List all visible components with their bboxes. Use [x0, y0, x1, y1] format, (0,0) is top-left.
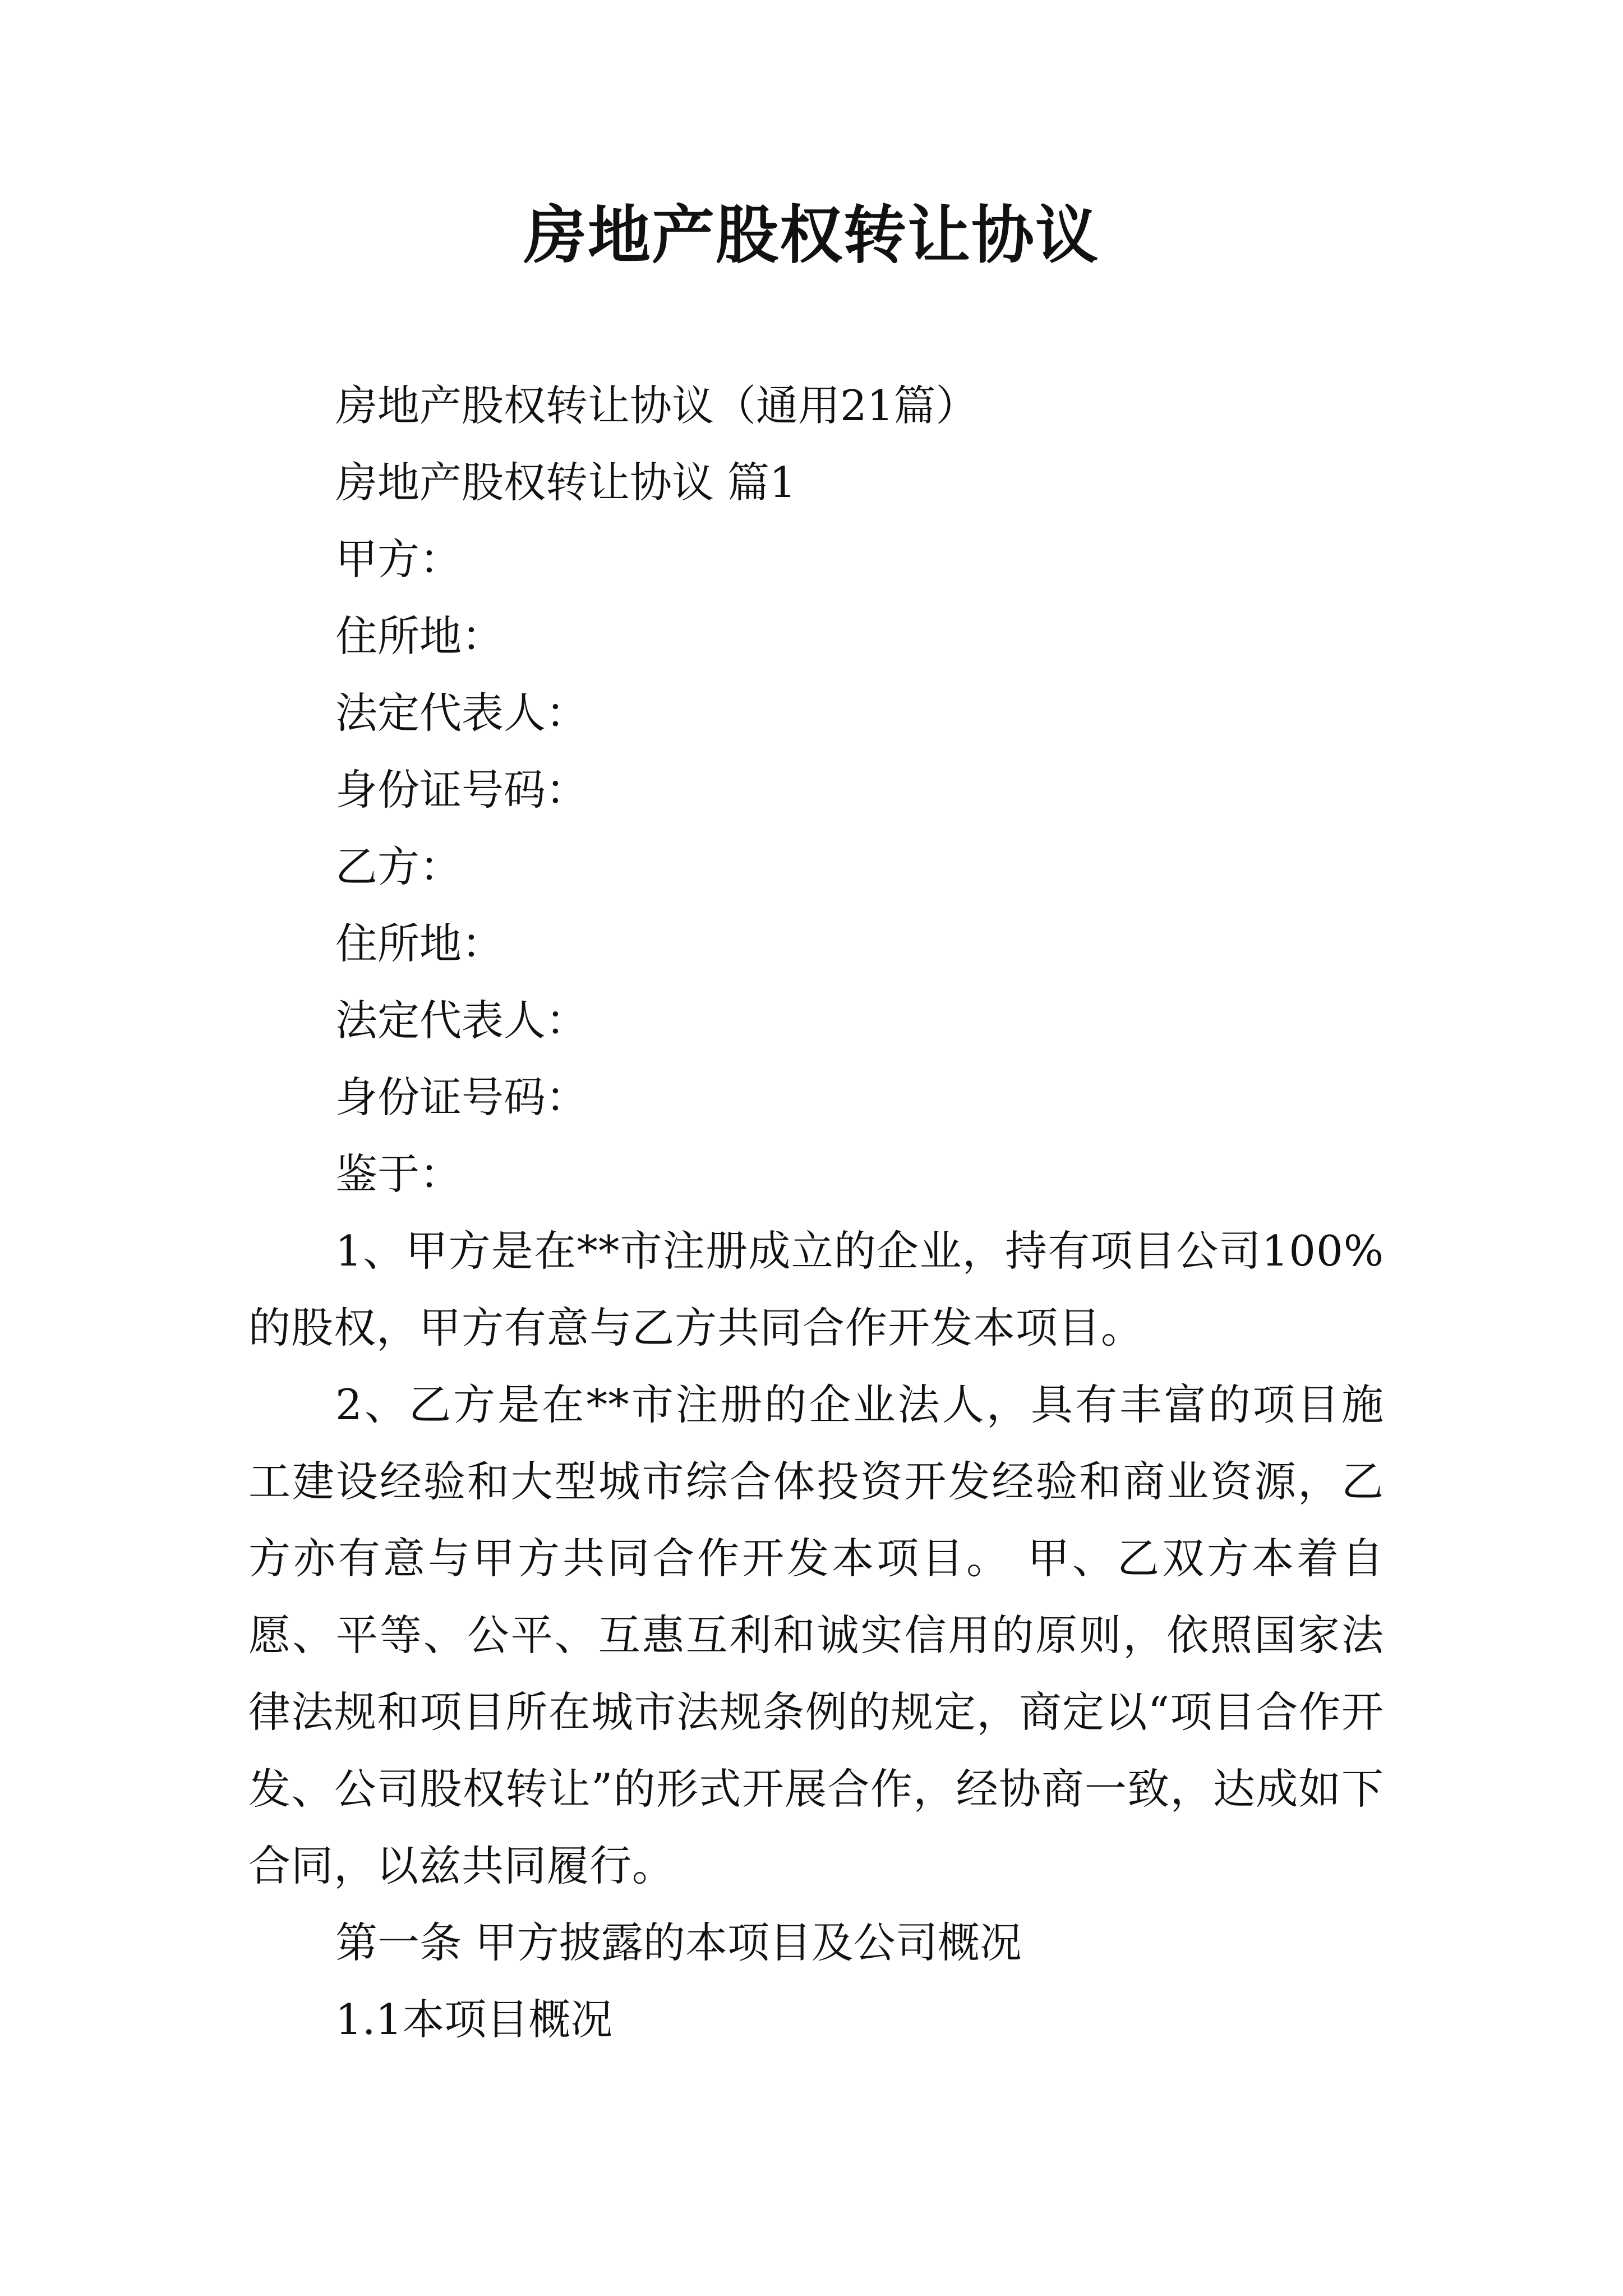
article-1-heading: 第一条 甲方披露的本项目及公司概况 — [335, 1918, 1022, 1967]
document-body — [248, 367, 1384, 2058]
recital-paragraph-1: 1、甲方是在**市注册成立的企业，持有项目公司100%的股权，甲方有意与乙方共同合作开发本项目。 — [248, 1226, 1384, 1352]
subtitle-line: 房地产股权转让协议（通用21篇） — [335, 381, 978, 430]
section-1-1-heading: 1.1本项目概况 — [335, 1995, 613, 2044]
section-heading: 房地产股权转让协议 篇1 — [335, 458, 796, 507]
party-b-id-label: 身份证号码： — [335, 1073, 588, 1122]
party-a-representative-label: 法定代表人： — [335, 688, 588, 738]
party-b-label: 乙方： — [335, 842, 462, 891]
party-b-address-label: 住所地： — [335, 919, 504, 968]
document-title: 房地产股权转让协议 — [524, 199, 1099, 272]
party-b-representative-label: 法定代表人： — [335, 996, 588, 1045]
recital-paragraph-2: 2、乙方是在**市注册的企业法人，具有丰富的项目施工建设经验和大型城市综合体投资开发经验和商业资源，乙方亦有意与甲方共同合作开发本项目。 甲、乙双方本着自愿、平等、公平、互惠互利和诚实信用的原则，依照国家法律法规和项目所在城市法规条例的规定，商定以“项目合作开发、公司股权转让”的形式开展合作，经协商一致，达成如下合同，以兹共同履行。 — [248, 1380, 1384, 1890]
party-a-address-label: 住所地： — [335, 611, 504, 661]
party-a-id-label: 身份证号码： — [335, 765, 588, 815]
party-a-label: 甲方： — [335, 535, 462, 584]
whereas-label: 鉴于： — [335, 1149, 462, 1199]
